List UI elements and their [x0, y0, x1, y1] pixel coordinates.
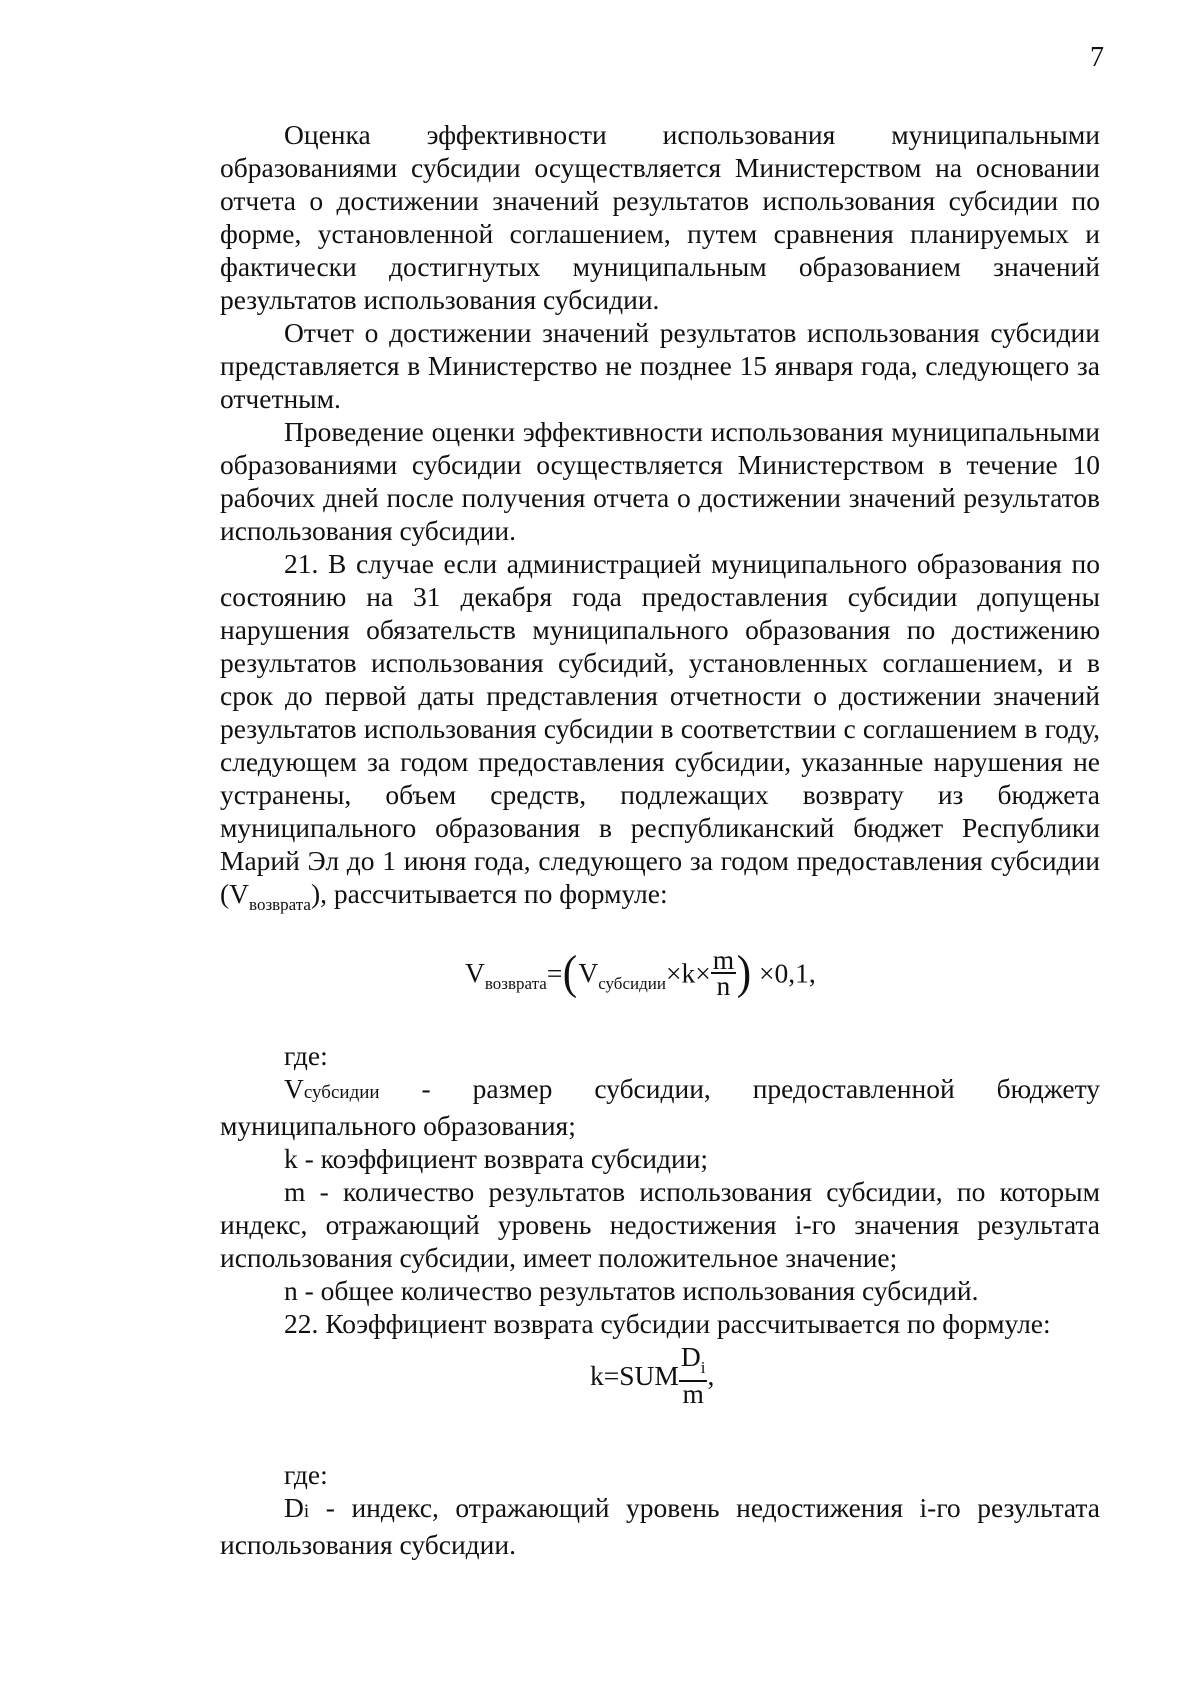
definition-v-subsidy: Vсубсидии - размер субсидии, предоставленной бюджету муниципального образования;	[220, 1073, 1100, 1141]
v-return-inline: ($V_{возврата}$	[220, 878, 311, 914]
formula-lhs: $V_{возврата}$	[465, 957, 547, 994]
paragraph-report: Отчет о достижении значений результатов использования субсидии представляется в Министерство не позднее 15 января года, следующего за отчетным.	[220, 317, 1100, 414]
paragraph-21-text: 21. В случае если администрацией муниципального образования по состоянию на 31 декабря года предоставления субсидии допущены нарушения обязательств муниципального образования по достижению результатов использования субсидий, установленных соглашением, и в срок до первой даты представления отчетности о достижении значений результатов использования субсидии в соответствии с соглашением в году, следующем за годом предоставления субсидии, указанные нарушения не устранены, объем средств, подлежащих возврату из бюджета муниципального образования в республиканский бюджет Республики Марий Эл до 1 июня года, следующего за годом предоставления субсидии	[220, 548, 1100, 876]
formula-open-paren: (	[563, 946, 578, 1000]
formula-v-return: $V_{возврата}=(V_{субсидии}\times k\times$ $\frac{m}{n}$ ) ×0,1,	[465, 944, 816, 1001]
formula-fraction-m-n: $\frac{m}{n}$	[712, 944, 735, 1001]
paragraph-21	[220, 547, 1100, 921]
formula-fraction-d-m: $\frac{D_i}{m}$	[680, 1341, 706, 1409]
formula-k: k=SUM $\frac{D_i}{m}$ ,	[590, 1341, 715, 1409]
formula-v-subsidy: $V_{субсидии}$	[578, 957, 666, 994]
where-label-1: где:	[284, 1040, 328, 1071]
where-label-2: где:	[284, 1459, 328, 1490]
page-number: 7	[1090, 42, 1104, 73]
paragraph-21-tail: ), рассчитывается по формуле:	[310, 878, 668, 909]
definition-n: n - общее количество результатов использования субсидий.	[284, 1275, 979, 1306]
definition-d: Di - индекс, отражающий уровень недостижения i-го результата использования субсидии.	[220, 1492, 1100, 1560]
document-body	[220, 118, 1100, 1561]
formula-close-paren: )	[736, 946, 752, 1000]
definition-k: k - коэффициент возврата субсидии;	[284, 1143, 709, 1174]
definition-m: m - количество результатов использования субсидии, по которым индекс, отражающий уровень недостижения i-го значения результата использования субсидии, имеет положительное значение;	[220, 1176, 1100, 1273]
paragraph-assessment-term: Проведение оценки эффективности использования муниципальными образованиями субсидии осуществляется Министерством в течение 10 рабочих дней после получения отчета о достижении значений результатов использования субсидии.	[220, 416, 1100, 546]
paragraph-evaluation: Оценка эффективности использования муниципальными образованиями субсидии осуществляется Министерством на основании отчета о достижении значений результатов использования субсидии по форме, установленной соглашением, путем сравнения планируемых и фактически достигнутых муниципальным образованием значений результатов использования субсидии.	[220, 119, 1100, 315]
paragraph-22: 22. Коэффициент возврата субсидии рассчитывается по формуле:	[284, 1308, 1051, 1339]
